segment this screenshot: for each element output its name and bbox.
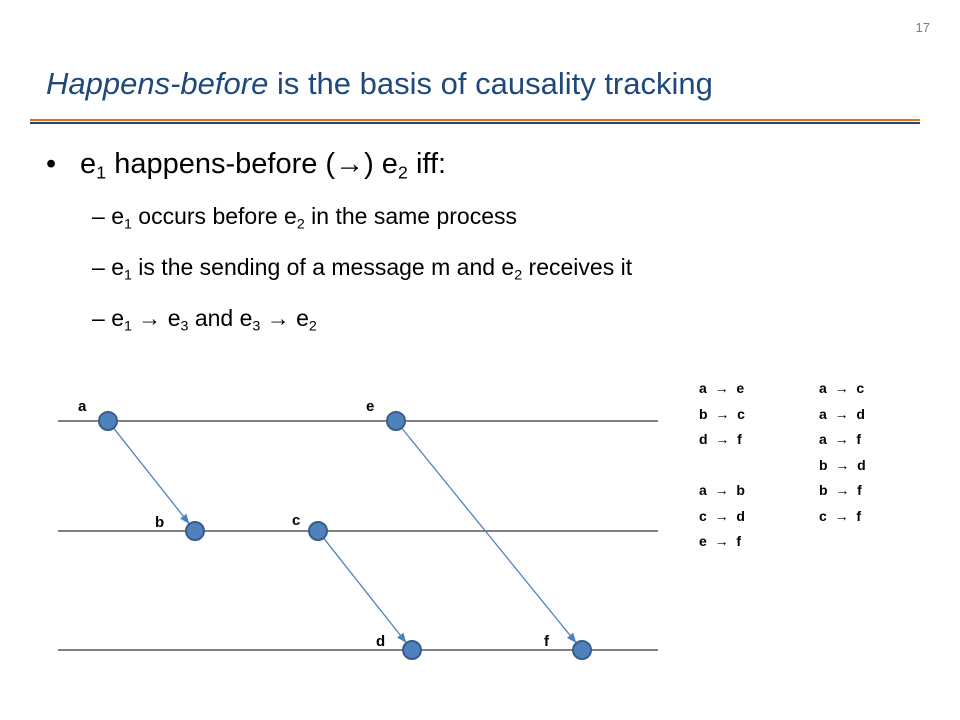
sub-bullet-dash: – — [92, 203, 112, 229]
message-arrow-e-f — [402, 428, 576, 642]
col2-relation-2: a → d — [819, 405, 865, 422]
sub-bullet-text: → e — [131, 305, 181, 331]
col1-relation-1: a → e — [699, 380, 745, 396]
sub-bullet-dash: – — [92, 254, 112, 280]
message-arrows — [114, 428, 576, 642]
message-arrow-a-b — [114, 428, 189, 523]
event-label-b: b — [155, 514, 165, 531]
sub-bullet-text: and e — [188, 305, 253, 331]
col1-relation-5: a → b — [699, 482, 745, 498]
event-label-e: e — [366, 398, 375, 415]
event-label-d: d — [376, 633, 386, 650]
col1-relation-6: c → d — [699, 507, 745, 524]
event-label-a: a — [78, 398, 87, 415]
col2-relation-4: b → d — [819, 456, 866, 473]
col2-relation-3: a → f — [819, 431, 862, 447]
col1-relation-2: b → c — [699, 405, 745, 422]
subscript: 2 — [296, 216, 305, 233]
sub-bullet-text: → e — [260, 305, 309, 331]
col1-relation-3: d → f — [699, 431, 742, 447]
arrow-icon: → — [335, 148, 365, 180]
col2-relation-5: b → f — [819, 482, 862, 498]
subscript: 1 — [123, 267, 132, 284]
sub-bullet-text: e — [111, 305, 124, 331]
sub-bullet-text: in the same process — [304, 203, 517, 229]
event-node-b — [186, 522, 204, 540]
sub-bullet-text: e — [111, 203, 124, 229]
event-node-e — [387, 412, 405, 430]
event-node-f — [573, 641, 591, 659]
subscript: 1 — [123, 318, 132, 335]
title-italic: Happens-before — [46, 66, 269, 101]
subscript: 2 — [308, 318, 317, 335]
col1-relation-7: e → f — [699, 533, 742, 549]
event-node-d — [403, 641, 421, 659]
bullet-dot: • — [46, 148, 57, 180]
col2-relation-6: c → f — [819, 507, 862, 524]
event-nodes — [78, 398, 591, 659]
subscript: 3 — [180, 318, 189, 335]
sub-bullet-text: e — [111, 254, 124, 280]
main-bullet-text: $e_1$ happens-before (→) $e_2$ iff: — [80, 148, 447, 183]
col2-relation-1: a → c — [819, 380, 865, 396]
event-label-f: f — [544, 633, 549, 650]
subscript: 2 — [514, 267, 523, 284]
title-rest: is the basis of causality tracking — [268, 66, 713, 101]
subscript: 1 — [123, 216, 132, 233]
event-node-c — [309, 522, 327, 540]
event-label-c: c — [292, 512, 301, 529]
sub-bullet-text: occurs before e — [131, 203, 297, 229]
sub-bullet-dash: – — [92, 305, 112, 331]
message-arrow-c-d — [324, 538, 406, 642]
subscript: 3 — [252, 318, 261, 335]
sub-bullet-text: receives it — [522, 254, 633, 280]
sub-bullet-text: is the sending of a message m and e — [131, 254, 515, 280]
event-node-a — [99, 412, 117, 430]
slide-number: 17 — [915, 20, 930, 35]
